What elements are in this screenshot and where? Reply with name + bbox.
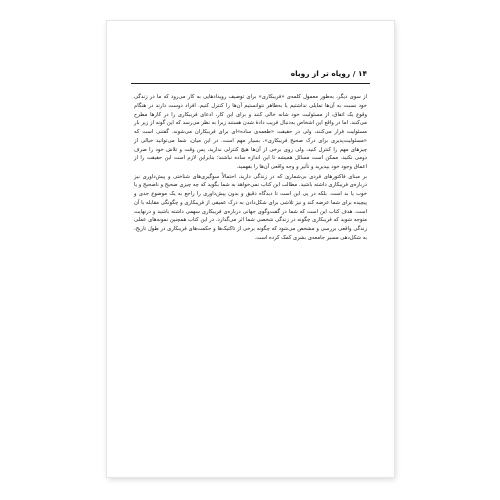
book-page: [107, 21, 394, 477]
running-header: ۱۴ / رویاه تر از روباه: [290, 69, 367, 78]
paragraph-1: از سوی دیگر، به‌طور معمول کلمه‌ی «فریبکاری» برای توصیف رویدادهایی به کار می‌رود که ما در زندگی خود نسبت به آن‌ها تمایلی نداشتیم یا به‌ظاهر نتوانستیم آن‌ها را کنترل کنیم. افراد دوست دارند در هنگام وقوع یک اتفاق، از مسئولیت خود شانه خالی کنند و برای این کار، ادعای فریبکاری را در کارها مطرح می‌کنند. اما در واقع این اشخاص به‌دنبال فریب دادهٔ شدن هستند زیرا به نظر می‌رسد که این گونه از زیر بار مسئولیت فرار می‌کنند، ولی در حقیقت «طعمه‌ی ساده»ای برای فریبکاران می‌شوند. گفتنی است که «مسئولیت‌پذیری برای درک صحیح فریبکاری»، بسیار مهم است. در این میان، شما می‌توانید خیالی از چیزهای مهم را کنترل کنید، ولی روی برخی از آن‌ها هیچ کنترلی ندارید، پس وقت و تلاش خود را صرف دومی نکنید. ممکن است مسائل همیشه تا این اندازه ساده نباشند؛ بنابراین لازم است این حقیقت را از اعماق وجود خود بپذیرید و تأثیر و وجه واقعی آن‌ها را بفهمید.: [134, 94, 367, 170]
paragraph-2: بر مبنای فاکتورهای فردی بی‌شماری که در زندگی دارید، احتمالاً سوگیری‌های شناختی و پیش‌داوری نیز درباره‌ی فریبکاری داشته باشید. مطالب این کتاب نمی‌خواهد به شما بگوید که چه چیزی صحیح و ناصحیح و یا خوب یا بد است. بلکه در پی این است تا دیدگاه دقیق و بدون پیش‌داوری را راجع به یک موضوع جدی و پیچیده برای شما عرضه کند و نیز تلاشی برای شکل‌دادن به درک عمیقی از فریبکاری و چگونگی مقابله با آن است. هدف کتاب این است که شما در گفت‌وگوی جهانی درباره‌ی فریبکاری سهمی داشته باشید و درنهایت متوجه شوید که فریبکاری چگونه در زندگی شخصی شما اثر می‌گذارد. در این کتاب همچنین نمونه‌های عملی زندگی واقعی بررسی و مشخص می‌شود که چگونه برخی از تاکتیک‌ها و حکمت‌های فریبکاری در طول تاریخ، به شکل‌دهی مسیر جامعه‌ی بشری کمک کرده است.: [134, 173, 367, 241]
body-text: [134, 93, 367, 243]
header-rule: [131, 83, 370, 84]
